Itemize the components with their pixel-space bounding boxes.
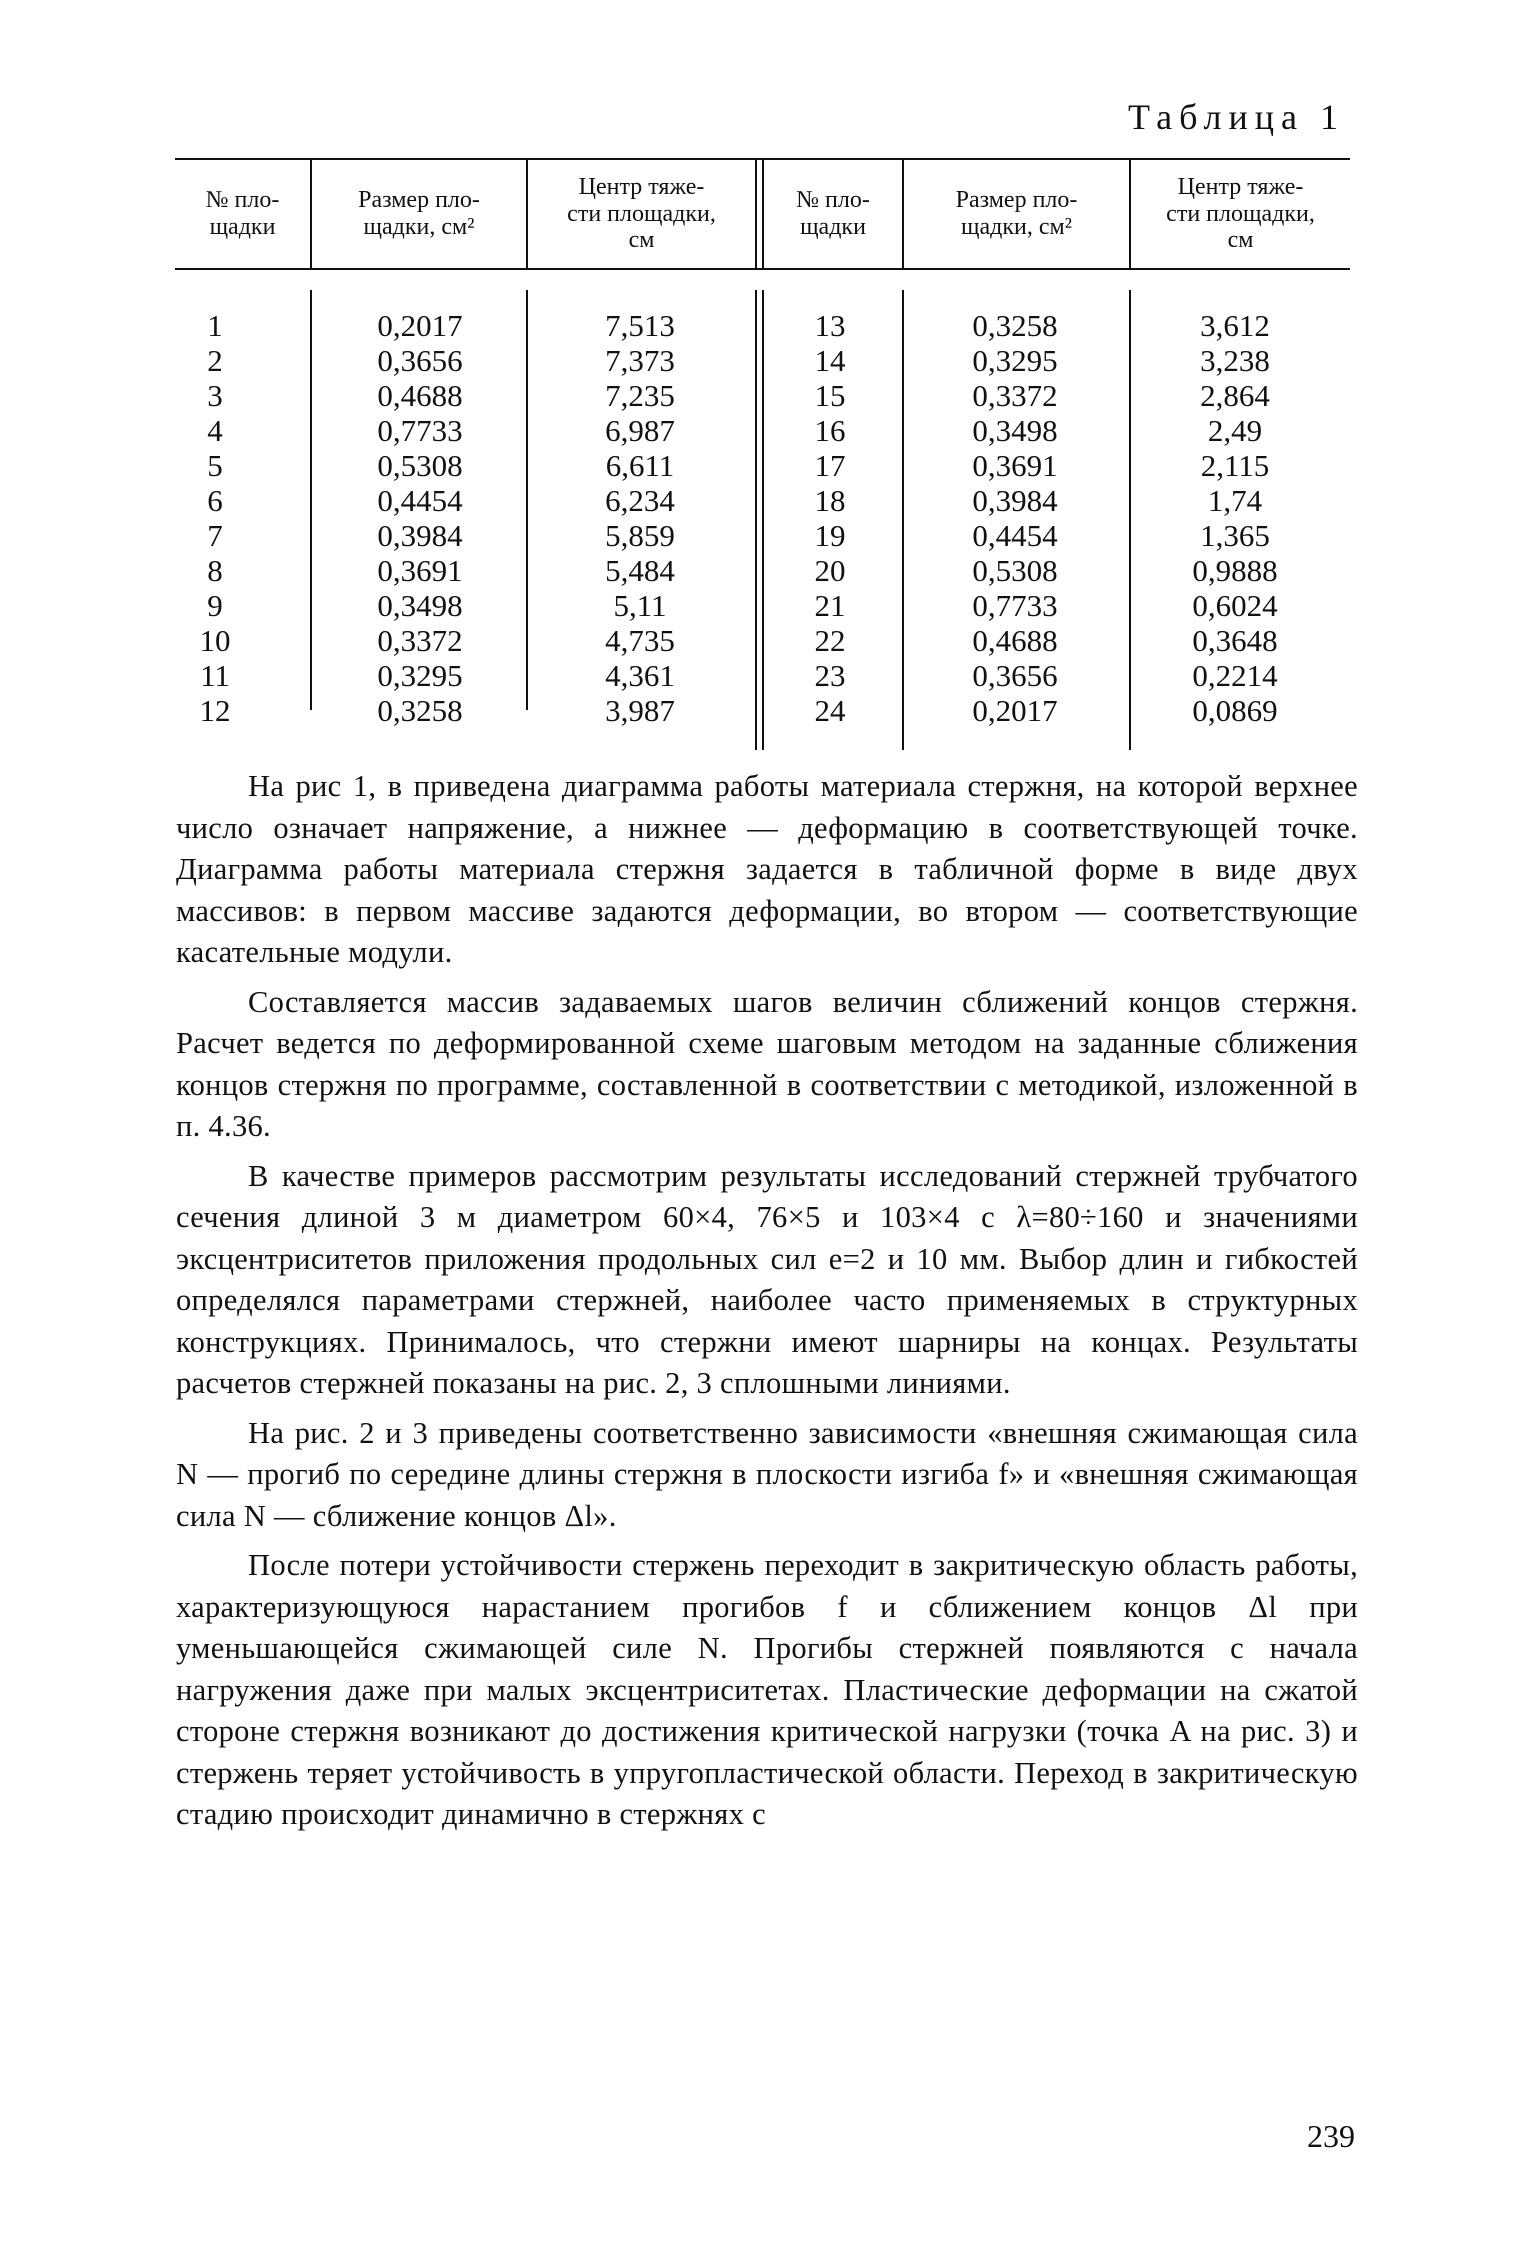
- table-cell: 0,2017: [377, 308, 463, 343]
- table-cell: 22: [814, 623, 846, 658]
- table-cell: 3,612: [1200, 308, 1270, 343]
- table-cell: 24: [814, 693, 846, 728]
- table-cell: 0,2017: [972, 693, 1058, 728]
- table-cell: 3,987: [605, 693, 675, 728]
- header-cell: [904, 164, 1129, 264]
- table-cell: 4: [207, 413, 223, 448]
- col-left-sizes: [335, 308, 505, 728]
- table-cell: 0,4454: [972, 518, 1058, 553]
- col-right-centers: [1150, 308, 1320, 728]
- col-left-centers: [555, 308, 725, 728]
- header-text: сти площадки,: [1166, 200, 1315, 227]
- header-text: сти площадки,: [567, 200, 716, 227]
- table-cell: 6,611: [605, 448, 675, 483]
- table-cell: 1,74: [1207, 483, 1263, 518]
- table-cell: 7,373: [605, 343, 675, 378]
- table-cell: 2,115: [1200, 448, 1270, 483]
- table-cell: 11: [200, 658, 230, 693]
- table-rule: [755, 160, 757, 268]
- table-cell: 3: [207, 378, 223, 413]
- header-text: Центр тяже-: [1177, 173, 1304, 200]
- data-table: [175, 158, 1350, 750]
- body-text: [176, 766, 1358, 1844]
- table-cell: 3,238: [1200, 343, 1270, 378]
- table-cell: 12: [199, 693, 231, 728]
- table-cell: 23: [814, 658, 846, 693]
- table-cell: 0,3648: [1192, 623, 1278, 658]
- paragraph: Составляется массив задаваемых шагов величин сближений концов стержня. Расчет ведется по деформированной схеме шаговым методом на заданные сближения концов стержня по программе, составленной в соответствии с методикой, изложенной в п. 4.36.: [176, 984, 1358, 1143]
- table-cell: 0,4688: [972, 623, 1058, 658]
- table-cell: 0,0869: [1192, 693, 1278, 728]
- header-text: Размер пло-: [358, 187, 480, 214]
- col-right-nums: [775, 308, 885, 728]
- col-right-sizes: [930, 308, 1100, 728]
- table-cell: 8: [207, 553, 223, 588]
- table-header-rule: [175, 268, 1350, 270]
- table-cell: 14: [814, 343, 846, 378]
- table-cell: 0,3498: [972, 413, 1058, 448]
- header-cell: [1131, 164, 1350, 264]
- header-cell: [175, 164, 310, 264]
- table-cell: 0,3295: [972, 343, 1058, 378]
- table-rule: [762, 290, 764, 750]
- paragraph: На рис 1, в приведена диаграмма работы материала стержня, на которой верхнее число означает напряжение, а нижнее — деформацию в соответствующей точке. Диаграмма работы материала стержня задается в табличной форме в виде двух массивов: в первом массиве задаются деформации, во втором — соответствующие касательные модули.: [176, 769, 1358, 969]
- table-cell: 0,3372: [972, 378, 1058, 413]
- table-cell: 5,859: [605, 518, 675, 553]
- table-cell: 0,4454: [377, 483, 463, 518]
- table-cell: 0,3372: [377, 623, 463, 658]
- header-cell: [528, 164, 755, 264]
- table-cell: 0,4688: [377, 378, 463, 413]
- table-cell: 20: [814, 553, 846, 588]
- table-cell: 1: [207, 308, 223, 343]
- paragraph: После потери устойчивости стержень переходит в закритическую область работы, характеризующуюся нарастанием прогибов f и сближением концов Δl при уменьшающейся сжимающей силе N. Прогибы стержней появляются с начала нагружения даже при малых эксцентриситетах. Пластические деформации на сжатой стороне стержня возникают до достижения критической нагрузки (точка A на рис. 3) и стержень теряет устойчивость в упругопластической области. Переход в закритическую стадию происходит динамично в стержнях с: [176, 1548, 1358, 1831]
- table-cell: 19: [814, 518, 846, 553]
- table-cell: 6: [207, 483, 223, 518]
- table-cell: 17: [814, 448, 846, 483]
- table-cell: 4,361: [605, 658, 675, 693]
- table-cell: 5,11: [613, 588, 667, 623]
- table-cell: 0,3498: [377, 588, 463, 623]
- header-text: Размер пло-: [955, 187, 1078, 214]
- table-cell: 0,7733: [972, 588, 1058, 623]
- table-cell: 0,3984: [377, 518, 463, 553]
- table-caption: Таблица 1: [1128, 97, 1345, 137]
- table-cell: 0,3656: [377, 343, 463, 378]
- page-number: 239: [1307, 2118, 1355, 2154]
- table-cell: 0,3656: [972, 658, 1058, 693]
- header-text: № пло-: [205, 187, 280, 214]
- table-cell: 0,3258: [972, 308, 1058, 343]
- paragraph: На рис. 2 и 3 приведены соответственно зависимости «внешняя сжимающая сила N — прогиб по середине длины стержня в плоскости изгиба f» и «внешняя сжимающая сила N — сближение концов Δl».: [176, 1415, 1358, 1533]
- table-rule: [526, 290, 528, 710]
- header-text: см: [1227, 227, 1254, 254]
- header-cell: [764, 164, 902, 264]
- header-text: Центр тяже-: [578, 173, 705, 200]
- table-cell: 1,365: [1200, 518, 1270, 553]
- table-cell: 2: [207, 343, 223, 378]
- header-cell: [312, 164, 526, 264]
- table-rule: [902, 290, 904, 750]
- table-cell: 0,3984: [972, 483, 1058, 518]
- table-cell: 0,3691: [972, 448, 1058, 483]
- table-cell: 7,513: [605, 308, 675, 343]
- table-cell: 2,864: [1200, 378, 1270, 413]
- col-left-nums: [175, 308, 255, 728]
- header-text: см: [628, 227, 655, 254]
- table-cell: 4,735: [605, 623, 675, 658]
- table-cell: 5: [207, 448, 223, 483]
- table-cell: 15: [814, 378, 846, 413]
- table-cell: 10: [199, 623, 231, 658]
- table-cell: 21: [814, 588, 846, 623]
- table-cell: 0,6024: [1192, 588, 1278, 623]
- table-cell: 18: [814, 483, 846, 518]
- table-rule: [1129, 290, 1131, 750]
- table-cell: 0,7733: [377, 413, 463, 448]
- header-text: № пло-: [796, 187, 870, 214]
- table-cell: 6,234: [605, 483, 675, 518]
- table-cell: 0,9888: [1192, 553, 1278, 588]
- table-cell: 0,5308: [377, 448, 463, 483]
- header-text: щадки, см²: [363, 214, 475, 240]
- table-cell: 7: [207, 518, 223, 553]
- table-cell: 0,3295: [377, 658, 463, 693]
- header-text: щадки, см²: [961, 214, 1072, 240]
- table-rule: [755, 290, 757, 750]
- table-cell: 5,484: [605, 553, 675, 588]
- header-text: щадки: [209, 214, 276, 240]
- header-text: щадки: [800, 214, 866, 240]
- table-cell: 7,235: [605, 378, 675, 413]
- table-cell: 0,3258: [377, 693, 463, 728]
- table-cell: 6,987: [605, 413, 675, 448]
- table-cell: 16: [814, 413, 846, 448]
- table-cell: 0,3691: [377, 553, 463, 588]
- table-cell: 2,49: [1207, 413, 1263, 448]
- table-cell: 13: [814, 308, 846, 343]
- table-rule: [310, 290, 312, 710]
- table-cell: 0,2214: [1192, 658, 1278, 693]
- table-cell: 0,5308: [972, 553, 1058, 588]
- table-cell: 9: [207, 588, 223, 623]
- paragraph: В качестве примеров рассмотрим результаты исследований стержней трубчатого сечения длиной 3 м диаметром 60×4, 76×5 и 103×4 с λ=80÷160 и значениями эксцентриситетов приложения продольных сил e=2 и 10 мм. Выбор длин и гибкостей определялся параметрами стержней, наиболее часто применяемых в структурных конструкциях. Принималось, что стержни имеют шарниры на концах. Результаты расчетов стержней показаны на рис. 2, 3 сплошными линиями.: [176, 1158, 1358, 1400]
